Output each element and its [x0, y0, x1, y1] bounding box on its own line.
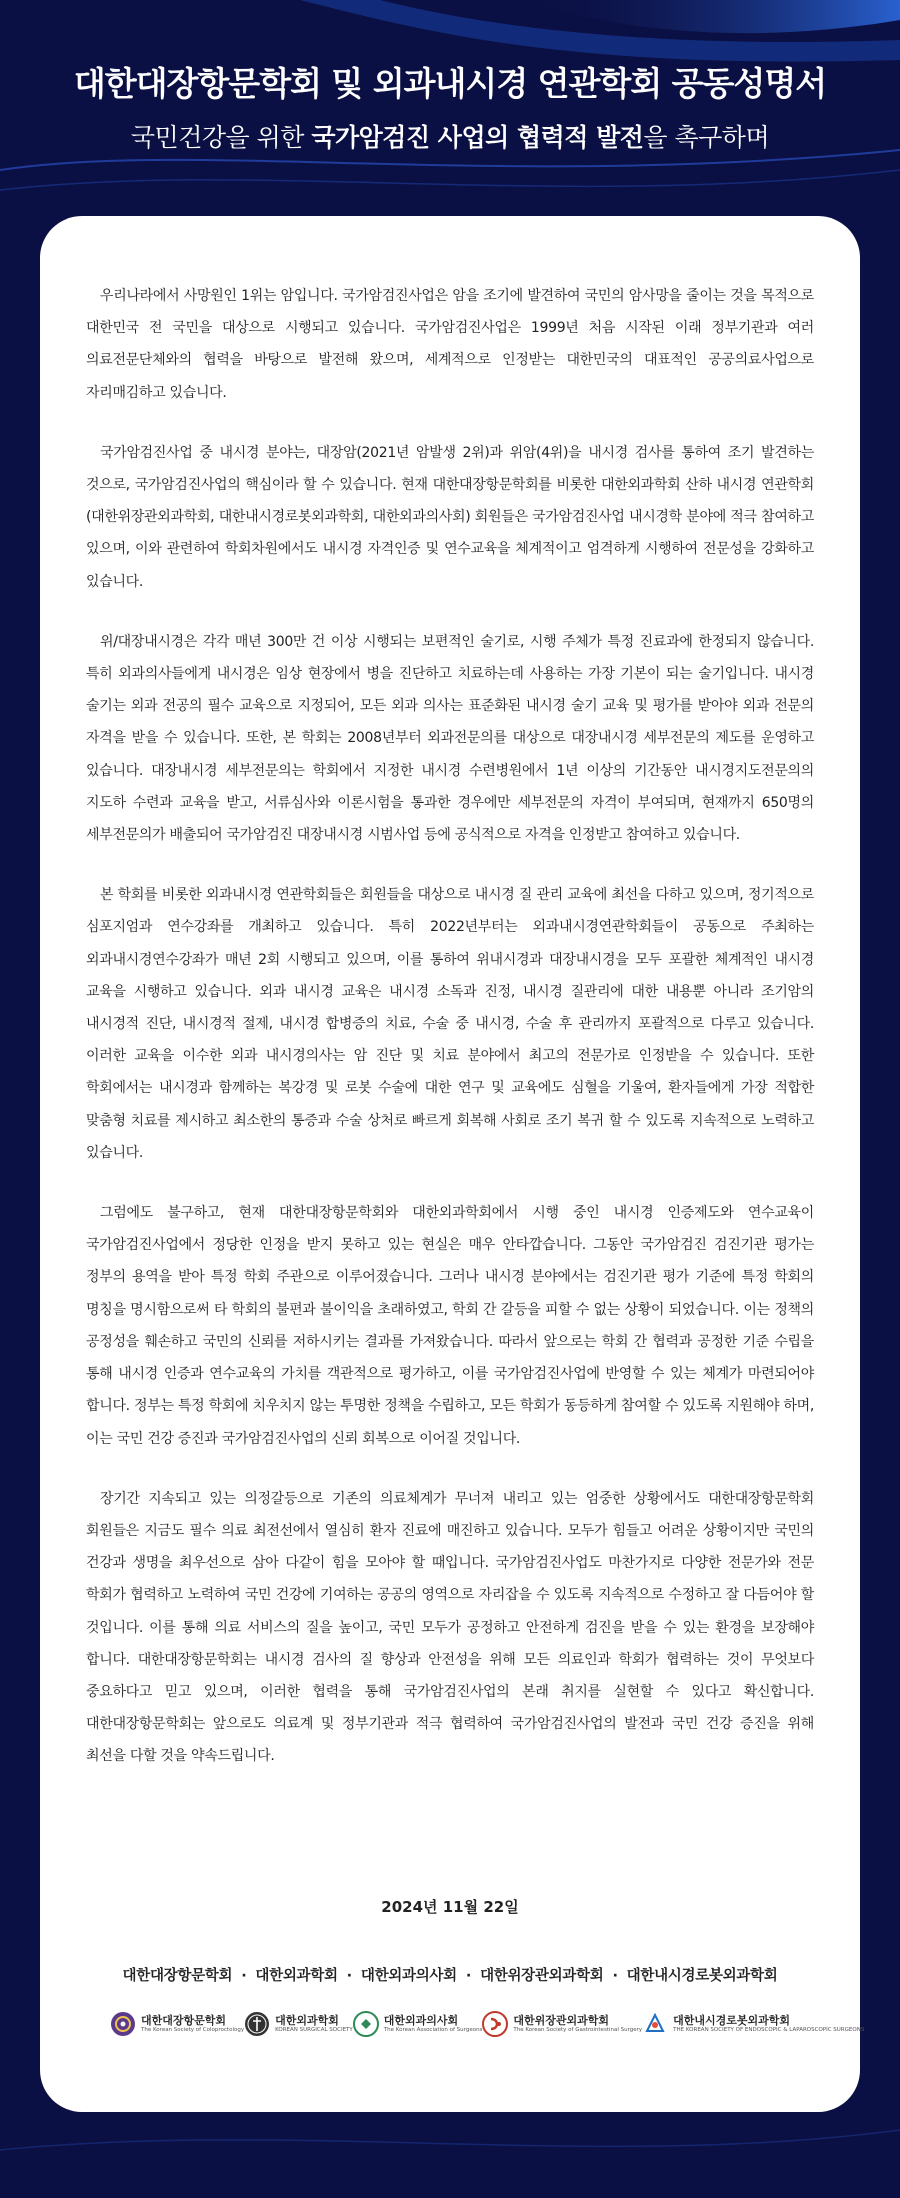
signatory-name: 대한외과학회: [255, 1968, 338, 1984]
signatory-name: 대한외과의사회: [360, 1968, 457, 1984]
society-logos: [110, 2006, 865, 2042]
paragraph: 국가암검진사업 중 내시경 분야는, 대장암(2021년 암발생 2위)과 위암(4위)을 내시경 검사를 통하여 조기 발견하는 것으로, 국가암검진사업의 핵심이라 할 수 있습니다. 현재 대한대장항문학회를 비롯한 대한외과학회 산하 내시경 연관학회 (대한위장관외과학회, 대한내시경로봇외과학회, 대한외과의사회) 회원들은 국가암검진사업 내시경학 분야에 적극 참여하고 있으며, 이와 관련하여 학회차원에서도 내시경 자격인증 및 연수교육을 체계적이고 엄격하게 시행하여 전문성을 강화하고 있습니다.: [86, 444, 814, 590]
paragraph: 그럼에도 불구하고, 현재 대한대장항문학회와 대한외과학회에서 시행 중인 내시경 인증제도와 연수교육이 국가암검진사업에서 정당한 인정을 받지 못하고 있는 현실은 매우 안타깝습니다. 그동안 국가암검진 검진기관 평가는 정부의 용역을 받아 특정 학회 주관으로 이루어졌습니다. 그러나 내시경 분야에서는 검진기관 평가 기준에 특정 학회의 명칭을 명시함으로써 타 학회의 불편과 불이익을 초래하였고, 학회 간 갈등을 피할 수 없는 상황이 되었습니다. 이는 정책의 공정성을 훼손하고 국민의 신뢰를 저하시키는 결과를 가져왔습니다. 따라서 앞으로는 학회 간 협력과 공정한 기준 수립을 통해 내시경 인증과 연수교육의 가치를 객관적으로 평가하고, 이를 국가암검진사업에 반영할 수 있는 체계가 마련되어야 합니다. 정부는 특정 학회에 치우치지 않는 투명한 정책을 수립하고, 모든 학회가 동등하게 참여할 수 있도록 지원해야 하며, 이는 국민 건강 증진과 국가암검진사업의 신뢰 회복으로 이어질 것입니다.: [86, 1205, 814, 1447]
endo-robotic-emblem-icon: [642, 2011, 668, 2037]
logo-subtitle: The Korean Society of Coloproctology: [141, 2027, 245, 2034]
logo-name: 대한외과학회: [275, 2013, 339, 2027]
coloproctology-emblem-icon: [110, 2011, 136, 2037]
surgeons-association-emblem-icon: [353, 2011, 379, 2037]
separator-dot: ·: [465, 1968, 472, 1984]
signatory-name: 대한대장항문학회: [122, 1968, 233, 1984]
logo-gi-surgery: [482, 2011, 642, 2037]
logo-name: 대한대장항문학회: [141, 2013, 227, 2027]
logo-subtitle: The Korean Association of Surgeons: [383, 2027, 483, 2034]
paragraph: 위/대장내시경은 각각 매년 300만 건 이상 시행되는 보편적인 술기로, 시행 주체가 특정 진료과에 한정되지 않습니다. 특히 외과의사들에게 내시경은 임상 현장에서 병을 진단하고 치료하는데 사용하는 가장 기본이 되는 술기입니다. 내시경 술기는 외과 전공의 필수 교육으로 지정되어, 모든 외과 의사는 표준화된 내시경 술기 교육 및 평가를 받아야 외과 전문의 자격을 받을 수 있습니다. 또한, 본 학회는 2008년부터 외과전문의를 대상으로 대장내시경 세부전문의 제도를 운영하고 있습니다. 대장내시경 세부전문의는 학회에서 지정한 내시경 수련병원에서 1년 이상의 기간동안 내시경지도전문의의 지도하 수련과 교육을 받고, 서류심사와 이론시험을 통과한 경우에만 세부전문의 자격이 부여되며, 현재까지 650명의 세부전문의가 배출되어 국가암검진 대장내시경 시범사업 등에 공식적으로 자격을 인정받고 참여하고 있습니다.: [86, 633, 814, 844]
page-subtitle: [0, 118, 900, 154]
signatory-list: [40, 1964, 860, 1985]
paragraph: 장기간 지속되고 있는 의정갈등으로 기존의 의료체계가 무너져 내리고 있는 엄중한 상황에서도 대한대장항문학회 회원들은 지금도 필수 의료 최전선에서 열심히 환자 진료에 매진하고 있습니다. 모두가 힘들고 어려운 상황이지만 국민의 건강과 생명을 최우선으로 삼아 다같이 힘을 모아야 할 때입니다. 국가암검진사업도 마찬가지로 다양한 전문가와 전문 학회가 협력하고 노력하여 국민 건강에 기여하는 공공의 영역으로 자리잡을 수 있도록 지속적으로 수정하고 잘 다듬어야 할 것입니다. 이를 통해 의료 서비스의 질을 높이고, 국민 모두가 공정하고 안전하게 검진을 받을 수 있는 환경을 보장해야 합니다. 대한대장항문학회는 내시경 검사의 질 향상과 안전성을 위해 모든 의료인과 학회가 협력하는 것이 무엇보다 중요하다고 믿고 있으며, 이러한 협력을 통해 국가암검진사업의 본래 취지를 실현할 수 있다고 확신합니다. 대한대장항문학회는 앞으로도 의료계 및 정부기관과 적극 협력하여 국가암검진사업의 발전과 국민 건강 증진을 위해 최선을 다할 것을 약속드립니다.: [86, 1490, 814, 1765]
logo-name: 대한위장관외과학회: [513, 2013, 610, 2027]
subtitle-tail: 을 촉구하며: [643, 123, 770, 152]
logo-name: 대한외과의사회: [383, 2013, 459, 2027]
logo-name: 대한내시경로봇외과학회: [673, 2013, 791, 2027]
logo-coloproctology: [110, 2011, 244, 2037]
paragraph: 우리나라에서 사망원인 1위는 암입니다. 국가암검진사업은 암을 조기에 발견하여 국민의 암사망을 줄이는 것을 목적으로 대한민국 전 국민을 대상으로 시행되고 있습니다. 국가암검진사업은 1999년 처음 시작된 이래 정부기관과 여러 의료전문단체와의 협력을 바탕으로 발전해 왔으며, 세계적으로 인정받는 대한민국의 대표적인 공공의료사업으로 자리매김하고 있습니다.: [86, 288, 814, 401]
signatory-name: 대한내시경로봇외과학회: [626, 1968, 778, 1984]
gi-surgery-emblem-icon: [482, 2011, 508, 2037]
logo-subtitle: The Korean Society of Gastrointestinal Surgery: [513, 2027, 643, 2034]
subtitle-highlight: 국가암검진 사업의 협력적 발전: [311, 123, 644, 152]
logo-subtitle: KOREAN SURGICAL SOCIETY: [275, 2027, 353, 2034]
subtitle-lead: 국민건강을 위한: [130, 123, 312, 152]
separator-dot: ·: [612, 1968, 618, 1984]
page-title: 대한대장항문학회 및 외과내시경 연관학회 공동성명서: [73, 64, 827, 103]
surgical-society-emblem-icon: [244, 2011, 270, 2037]
statement-body: [86, 280, 814, 1801]
statement-date: 2024년 11월 22일: [381, 1898, 519, 1916]
statement-card: [40, 216, 865, 2112]
signatory-name: 대한위장관외과학회: [480, 1968, 604, 1984]
logo-surgical-society: [244, 2011, 353, 2037]
header: [0, 0, 900, 200]
logo-surgeons-association: [353, 2011, 483, 2037]
separator-dot: ·: [241, 1968, 247, 1984]
logo-subtitle: THE KOREAN SOCIETY OF ENDOSCOPIC & LAPAROSCOPIC SURGEONS: [673, 2027, 865, 2034]
logo-endo-robotic: [642, 2011, 864, 2037]
paragraph: 본 학회를 비롯한 외과내시경 연관학회들은 회원들을 대상으로 내시경 질 관리 교육에 최선을 다하고 있으며, 정기적으로 심포지엄과 연수강좌를 개최하고 있습니다. 특히 2022년부터는 외과내시경연관학회들이 공동으로 주최하는 외과내시경연수강좌가 매년 2회 시행되고 있으며, 이를 통하여 위내시경과 대장내시경을 모두 포괄한 체계적인 내시경 교육을 시행하고 있습니다. 외과 내시경 교육은 내시경 소독과 진정, 내시경 질관리에 대한 내용뿐 아니라 조기암의 내시경적 진단, 내시경적 절제, 내시경 합병증의 치료, 수술 중 내시경, 수술 후 관리까지 포괄적으로 다루고 있습니다. 이러한 교육을 이수한 외과 내시경의사는 암 진단 및 치료 분야에서 최고의 전문가로 인정받을 수 있습니다. 또한 학회에서는 내시경과 함께하는 복강경 및 로봇 수술에 대한 연구 및 교육에도 심혈을 기울여, 환자들에게 가장 적합한 맞춤형 치료를 제시하고 최소한의 통증과 수술 상처로 빠르게 회복해 사회로 조기 복귀 할 수 있도록 지속적으로 노력하고 있습니다.: [86, 887, 814, 1161]
separator-dot: ·: [346, 1968, 352, 1984]
